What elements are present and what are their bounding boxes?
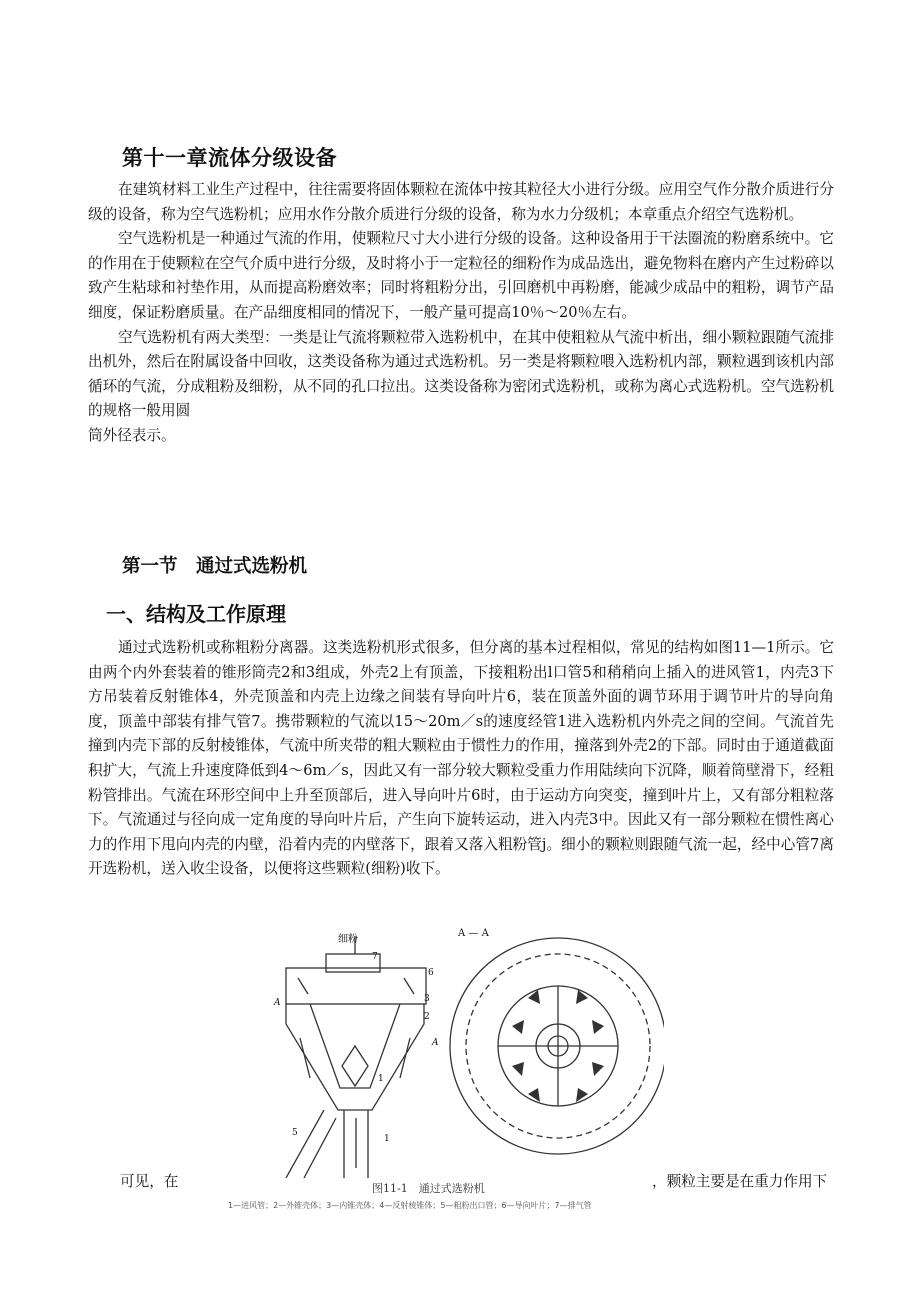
intro-paragraph-2: 空气选粉机是一种通过气流的作用，使颗粒尺寸大小进行分级的设备。这种设备用于干法圈流的粉磨系统中。它的作用在于使颗粒在空气介质中进行分级，及时将小于一定粒径的细粉作为成品选出，避免物料在磨内产生过粉碎以致产生粘球和衬垫作用，从而提高粉磨效率；同时将粗粉分出，引回磨机中再粉磨，能减少成品中的粗粉，调节产品细度，保证粉磨质量。在产品细度相同的情况下，一般产量可提高10％～20％左右。 — [88, 230, 834, 321]
tail-text-left: 可见，在 — [120, 1173, 179, 1190]
figure-callout-a-right: A — [432, 1038, 439, 1048]
intro-text — [88, 178, 834, 449]
subsection-title: 一、结构及工作原理 — [106, 602, 286, 626]
subsection-paragraph-1: 通过式选粉机或称粗粉分离器。这类选粉机形式很多，但分离的基本过程相似，常见的结构如图11—1所示。它由两个内外套装着的锥形筒壳2和3组成，外壳2上有顶盖，下接粗粉出l口管5和稍稍向上插入的进风管1，内壳3下方吊装着反射锥体4，外壳顶盖和内壳上边缘之间装有导向叶片6，装在顶盖外面的调节环用于调节叶片的导向角度，顶盖中部装有排气管7。携带颗粒的气流以15～20m／s的速度经管1进入选粉机内外壳之间的空间。气流首先撞到内壳下部的反射棱锥体，气流中所夹带的粗大颗粒由于惯性力的作用，撞落到外壳2的下部。同时由于通道截面积扩大，气流上升速度降低到4～6m／s，因此又有一部分较大颗粒受重力作用陆续向下沉降，顺着筒壁滑下，经粗粉管排出。气流在环形空间中上升至顶部后，进入导向叶片6时，由于运动方向突变，撞到叶片上，又有部分粗粒落下。气流通过与径向成一定角度的导向叶片后，产生向下旋转运动，进入内壳3中。因此又有一部分颗粒在惯性离心力的作用下甩向内壳的内壁，沿着内壳的内壁落下，跟着又落入粗粉管j。细小的颗粒则跟随气流一起，经中心管7离开选粉机，送入收尘设备，以便将这些颗粒(细粉)收下。 — [88, 639, 834, 878]
figure-separator-diagram — [228, 928, 664, 1218]
intro-paragraph-3: 空气选粉机有两大类型：一类是让气流将颗粒带入选粉机中，在其中使粗粒从气流中析出，细小颗粒跟随气流排出机外，然后在附属设备中回收，这类设备称为通过式选粉机。另一类是将颗粒喂入选粉机内部，颗粒遇到该机内部循环的气流，分成粗粉及细粉，从不同的孔口拉出。这类设备称为密闭式选粉机，或称为离心式选粉机。空气选粉机的规格一般用圆 — [88, 328, 834, 420]
figure-callout-2: 2 — [424, 1012, 430, 1022]
separator-drawing — [228, 928, 664, 1178]
figure-callout-a-left: A — [274, 998, 281, 1008]
figure-legend: 1—进风管；2—外锥壳体；3—内锥壳体；4—反射棱锥体；5—粗粉出口管；6—导向叶片；7—排气管 — [228, 1201, 592, 1210]
intro-paragraph-1: 在建筑材料工业生产过程中，往往需要将固体颗粒在流体中按其粒径大小进行分级。应用空气作分散介质进行分级的设备，称为空气选粉机；应用水作分散介质进行分级的设备，称为水力分级机；本章重点介绍空气选粉机。 — [88, 181, 834, 223]
figure-callout-1-upper: 1 — [378, 1074, 384, 1084]
figure-callout-3: 3 — [424, 994, 430, 1004]
tail-text-right: ，颗粒主要是在重力作用下 — [652, 1173, 828, 1190]
intro-paragraph-3-continued: 筒外径表示。 — [88, 426, 176, 444]
subsection-text — [88, 636, 834, 882]
figure-callout-5: 5 — [292, 1128, 298, 1138]
figure-label-top: 细粉 — [338, 934, 358, 945]
figure-callout-7: 7 — [372, 952, 378, 962]
figure-callout-1-lower: 1 — [384, 1134, 390, 1144]
figure-caption: 图11-1 通过式选粉机 — [372, 1182, 485, 1195]
chapter-title: 第十一章流体分级设备 — [122, 146, 337, 170]
figure-label-section: A — A — [458, 928, 489, 939]
figure-callout-6: 6 — [428, 968, 434, 978]
section-title: 第一节 通过式选粉机 — [122, 556, 308, 577]
